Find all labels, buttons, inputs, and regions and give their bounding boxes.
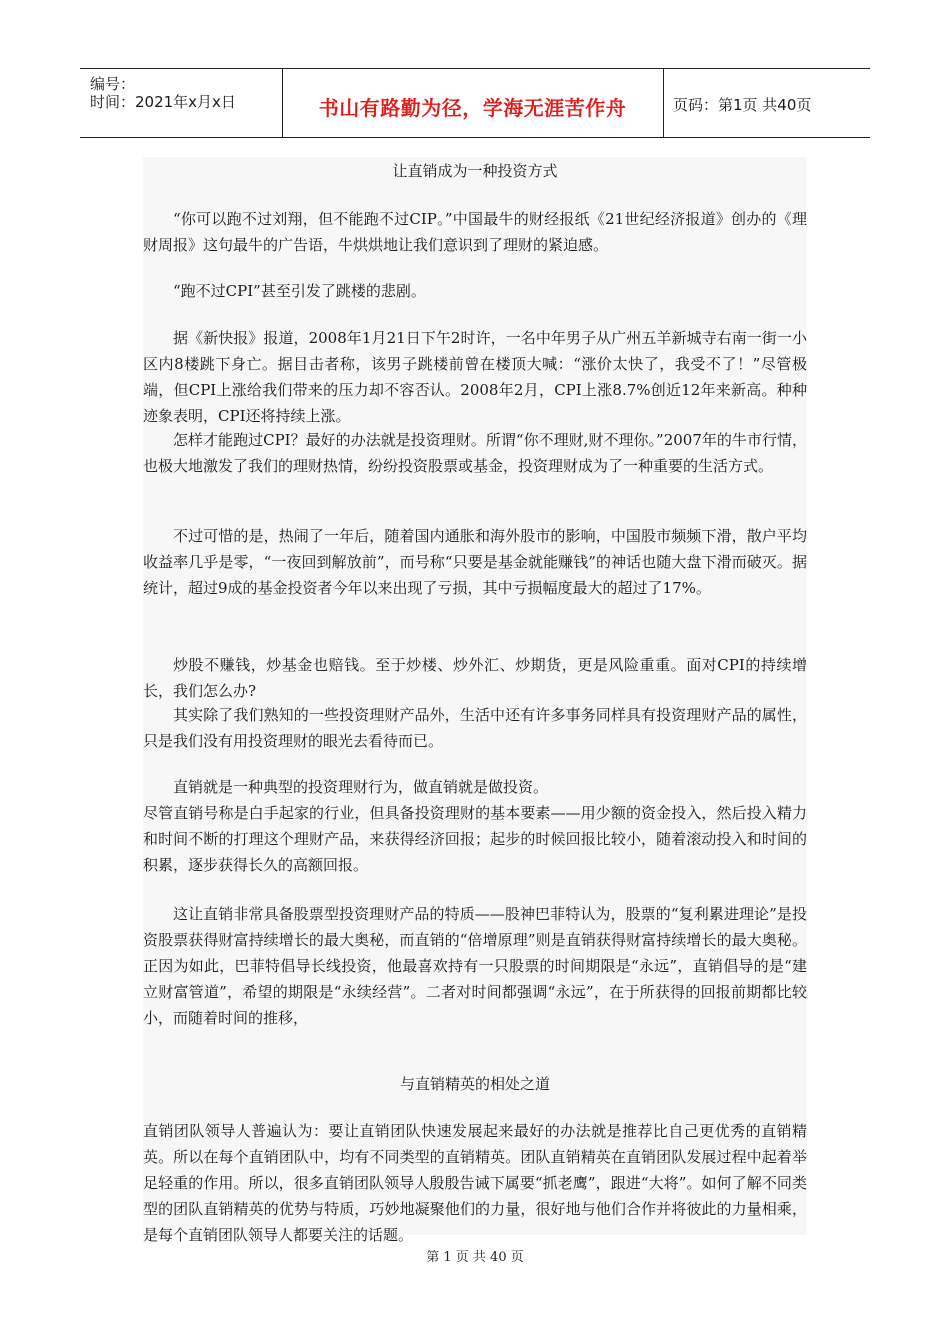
header-meta-cell: [80, 69, 283, 137]
page-info: 页码：第1页 共40页: [673, 96, 812, 114]
date-label: 时间：2021年x月x日: [90, 93, 236, 111]
article-body: [143, 157, 807, 1244]
header-motto-cell: [282, 69, 664, 137]
paragraph-5: 不过可惜的是，热闹了一年后，随着国内通胀和海外股市的影响，中国股市频频下滑，散户平均收益率几乎是零，“一夜回到解放前”，而号称“只要是基金就能赚钱”的神话也随大盘下滑而破灭。据统计，超过9成的基金投资者今年以来出现了亏损，其中亏损幅度最大的超过了17%。: [143, 527, 807, 597]
section-title: 与直销精英的相处之道: [399, 1075, 550, 1093]
document-header: [80, 68, 870, 138]
number-label: 编号：: [90, 75, 136, 93]
page-footer: 第 1 页 共 40 页: [426, 1250, 524, 1265]
paragraph-2: “跑不过CPI”甚至引发了跳楼的悲剧。: [173, 282, 426, 300]
paragraph-10: 这让直销非常具备股票型投资理财产品的特质——股神巴菲特认为，股票的“复利累进理论”是投资股票获得财富持续增长的最大奥秘，而直销的“倍增原理”则是直销获得财富持续增长的最大奥秘。正因为如此，巴菲特倡导长线投资，他最喜欢持有一只股票的时间期限是“永远”，直销倡导的是“建立财富管道”，希望的期限是“永续经营”。二者对时间都强调“永远”，在于所获得的回报前期都比较小，而随着时间的推移，: [143, 905, 807, 1027]
paragraph-1: “你可以跑不过刘翔，但不能跑不过CIP。”中国最牛的财经报纸《21世纪经济报道》创办的《理财周报》这句最牛的广告语，牛烘烘地让我们意识到了理财的紧迫感。: [143, 210, 807, 254]
motto-text: 书山有路勤为径，学海无涯苦作舟: [318, 96, 627, 120]
paragraph-4: 怎样才能跑过CPI？最好的办法就是投资理财。所谓“你不理财,财不理你。”2007年的牛市行情，也极大地激发了我们的理财热情，纷纷投资股票或基金，投资理财成为了一种重要的生活方式。: [143, 431, 807, 475]
paragraph-6: 炒股不赚钱，炒基金也赔钱。至于炒楼、炒外汇、炒期货，更是风险重重。面对CPI的持续增长，我们怎么办?: [143, 656, 807, 700]
section-paragraph: 直销团队领导人普遍认为：要让直销团队快速发展起来最好的办法就是推荐比自己更优秀的直销精英。所以在每个直销团队中，均有不同类型的直销精英。团队直销精英在直销团队发展过程中起着举足轻重的作用。所以，很多直销团队领导人殷殷告诫下属要“抓老鹰”，跟进“大将”。如何了解不同类型的团队直销精英的优势与特质，巧妙地凝聚他们的力量，很好地与他们合作并将彼此的力量相乘，是每个直销团队领导人都要关注的话题。: [143, 1122, 807, 1244]
paragraph-9: 尽管直销号称是白手起家的行业，但具备投资理财的基本要素——用少额的资金投入，然后投入精力和时间不断的打理这个理财产品，来获得经济回报；起步的时候回报比较小，随着滚动投入和时间的积累，逐步获得长久的高额回报。: [143, 804, 807, 874]
paragraph-3: 据《新快报》报道，2008年1月21日下午2时许，一名中年男子从广州五羊新城寺右南一街一小区内8楼跳下身亡。据目击者称，该男子跳楼前曾在楼顶大喊：“涨价太快了，我受不了！”尽管极端，但CPI上涨给我们带来的压力却不容否认。2008年2月，CPI上涨8.7%创近12年来新高。种种迹象表明，CPI还将持续上涨。: [143, 329, 807, 425]
article-title: 让直销成为一种投资方式: [392, 162, 558, 180]
paragraph-8: 直销就是一种典型的投资理财行为，做直销就是做投资。: [173, 778, 549, 796]
header-page-cell: [663, 69, 870, 137]
paragraph-7: 其实除了我们熟知的一些投资理财产品外，生活中还有许多事务同样具有投资理财产品的属性，只是我们没有用投资理财的眼光去看待而已。: [143, 706, 807, 750]
